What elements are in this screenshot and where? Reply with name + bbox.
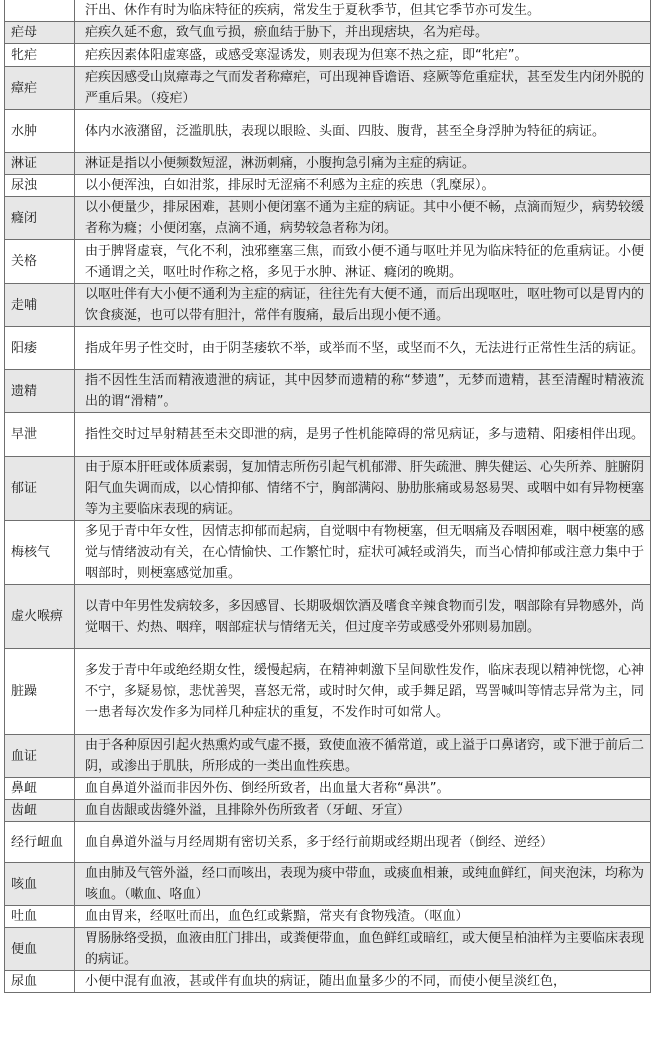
- table-row: [5, 457, 651, 521]
- definition-cell: 体内水液潴留，泛滥肌肤，表现以眼睑、头面、四肢、腹背，甚至全身浮肿为特征的病证。: [75, 110, 651, 153]
- definition-cell: 血自齿龈或齿缝外溢，且排除外伤所致者（牙衄、牙宣）: [75, 800, 651, 822]
- definition-cell: 血自鼻道外溢与月经周期有密切关系，多于经行前期或经期出现者（倒经、逆经）: [75, 822, 651, 863]
- term-cell: 瘴疟: [5, 67, 75, 110]
- term-cell: 梅核气: [5, 521, 75, 585]
- table-row: [5, 175, 651, 197]
- table-row: [5, 240, 651, 284]
- definition-cell: 血由肺及气管外溢，经口而咳出，表现为痰中带血，或痰血相兼，或纯血鲜红，间夹泡沫，均称为咳血。（嗽血、咯血）: [75, 863, 651, 906]
- term-cell: 阳痿: [5, 327, 75, 370]
- term-cell: 癃闭: [5, 197, 75, 240]
- table-row: [5, 863, 651, 906]
- table-row: [5, 649, 651, 735]
- term-cell: 水肿: [5, 110, 75, 153]
- term-cell: 尿浊: [5, 175, 75, 197]
- glossary-body: [5, 0, 651, 993]
- table-row: [5, 153, 651, 175]
- definition-cell: 淋证是指以小便频数短涩，淋沥刺痛，小腹拘急引痛为主症的病证。: [75, 153, 651, 175]
- term-cell: 遗精: [5, 370, 75, 413]
- term-cell: 早泄: [5, 413, 75, 457]
- definition-cell: 疟疾久延不愈，致气血亏损，瘀血结于胁下，并出现痞块，名为疟母。: [75, 22, 651, 44]
- definition-cell: 多发于青中年或绝经期女性，缓慢起病，在精神刺激下呈间歇性发作，临床表现以精神恍惚，心神不宁，多疑易惊，悲忧善哭，喜怒无常，或时时欠伸，或手舞足蹈，骂詈喊叫等情志异常为主，同一患者每次发作多为同样几种症状的重复，不发作时可如常人。: [75, 649, 651, 735]
- definition-cell: 指成年男子性交时，由于阴茎痿软不举，或举而不坚，或坚而不久，无法进行正常性生活的病证。: [75, 327, 651, 370]
- table-row: [5, 110, 651, 153]
- definition-cell: 由于各种原因引起火热熏灼或气虚不摄，致使血液不循常道，或上溢于口鼻诸窍，或下泄于前后二阴，或渗出于肌肤，所形成的一类出血性疾患。: [75, 735, 651, 778]
- definition-cell: 指性交时过早射精甚至未交即泄的病，是男子性机能障碍的常见病证，多与遗精、阳痿相伴出现。: [75, 413, 651, 457]
- table-row: [5, 0, 651, 22]
- definition-cell: 疟疾因感受山岚瘴毒之气而发者称瘴疟，可出现神昏谵语、痉厥等危重症状，甚至发生内闭外脱的严重后果。（疫疟）: [75, 67, 651, 110]
- table-row: [5, 67, 651, 110]
- definition-cell: 指不因性生活而精液遗泄的病证，其中因梦而遗精的称“梦遗”，无梦而遗精，甚至清醒时精液流出的谓“滑精”。: [75, 370, 651, 413]
- definition-cell: 小便中混有血液，甚或伴有血块的病证，随出血量多少的不同，而使小便呈淡红色，: [75, 971, 651, 993]
- definition-cell: 疟疾因素体阳虚寒盛，或感受寒湿诱发，则表现为但寒不热之症，即“牝疟”。: [75, 44, 651, 67]
- table-row: [5, 284, 651, 327]
- glossary-table: [4, 0, 651, 993]
- term-cell: 咳血: [5, 863, 75, 906]
- table-row: [5, 928, 651, 971]
- term-cell: 鼻衄: [5, 778, 75, 800]
- table-row: [5, 906, 651, 928]
- term-cell: 走哺: [5, 284, 75, 327]
- term-cell: 便血: [5, 928, 75, 971]
- definition-cell: 以呕吐伴有大小便不通利为主症的病证，往往先有大便不通，而后出现呕吐，呕吐物可以是胃内的饮食痰涎，也可以带有胆汁，常伴有腹痛，最后出现小便不通。: [75, 284, 651, 327]
- table-row: [5, 521, 651, 585]
- term-cell: 淋证: [5, 153, 75, 175]
- definition-cell: 以青中年男性发病较多，多因感冒、长期吸烟饮酒及嗜食辛辣食物而引发，咽部除有异物感外，尚觉咽干、灼热、咽痒，咽部症状与情绪无关，但过度辛劳或感受外邪则易加剧。: [75, 585, 651, 649]
- term-cell: 疟母: [5, 22, 75, 44]
- term-cell: 血证: [5, 735, 75, 778]
- term-cell: 吐血: [5, 906, 75, 928]
- table-row: [5, 971, 651, 993]
- table-row: [5, 585, 651, 649]
- term-cell: 牝疟: [5, 44, 75, 67]
- definition-cell: 以小便浑浊，白如泔浆，排尿时无涩痛不利感为主症的疾患（乳糜尿）。: [75, 175, 651, 197]
- table-row: [5, 327, 651, 370]
- term-cell: 虚火喉痹: [5, 585, 75, 649]
- term-cell: 齿衄: [5, 800, 75, 822]
- term-cell: 郁证: [5, 457, 75, 521]
- term-cell: 经行衄血: [5, 822, 75, 863]
- table-row: [5, 800, 651, 822]
- table-row: [5, 197, 651, 240]
- definition-cell: 由于脾肾虚衰，气化不利，浊邪壅塞三焦，而致小便不通与呕吐并见为临床特征的危重病证。小便不通谓之关，呕吐时作称之格，多见于水肿、淋证、癃闭的晚期。: [75, 240, 651, 284]
- definition-cell: 汗出、休作有时为临床特征的疾病，常发生于夏秋季节，但其它季节亦可发生。: [75, 0, 651, 22]
- table-row: [5, 44, 651, 67]
- table-row: [5, 370, 651, 413]
- definition-cell: 以小便量少，排尿困难，甚则小便闭塞不通为主症的病证。其中小便不畅，点滴而短少，病势较缓者称为癃；小便闭塞，点滴不通，病势较急者称为闭。: [75, 197, 651, 240]
- term-cell: 关格: [5, 240, 75, 284]
- definition-cell: 血由胃来，经呕吐而出，血色红或紫黯，常夹有食物残渣。（呕血）: [75, 906, 651, 928]
- term-cell: [5, 0, 75, 22]
- definition-cell: 血自鼻道外溢而非因外伤、倒经所致者，出血量大者称“鼻洪”。: [75, 778, 651, 800]
- definition-cell: 多见于青中年女性，因情志抑郁而起病，自觉咽中有物梗塞，但无咽痛及吞咽困难，咽中梗塞的感觉与情绪波动有关，在心情愉快、工作繁忙时，症状可减轻或消失，而当心情抑郁或注意力集中于咽部时，则梗塞感觉加重。: [75, 521, 651, 585]
- table-row: [5, 778, 651, 800]
- term-cell: 尿血: [5, 971, 75, 993]
- table-row: [5, 735, 651, 778]
- definition-cell: 由于原本肝旺或体质素弱，复加情志所伤引起气机郁滞、肝失疏泄、脾失健运、心失所养、脏腑阴阳气血失调而成，以心情抑郁、情绪不宁，胸部满闷、胁肋胀痛或易怒易哭、或咽中如有异物梗塞等为主要临床表现的病证。: [75, 457, 651, 521]
- term-cell: 脏躁: [5, 649, 75, 735]
- table-row: [5, 22, 651, 44]
- definition-cell: 胃肠脉络受损，血液由肛门排出，或粪便带血，血色鲜红或暗红，或大便呈柏油样为主要临床表现的病证。: [75, 928, 651, 971]
- table-row: [5, 413, 651, 457]
- table-row: [5, 822, 651, 863]
